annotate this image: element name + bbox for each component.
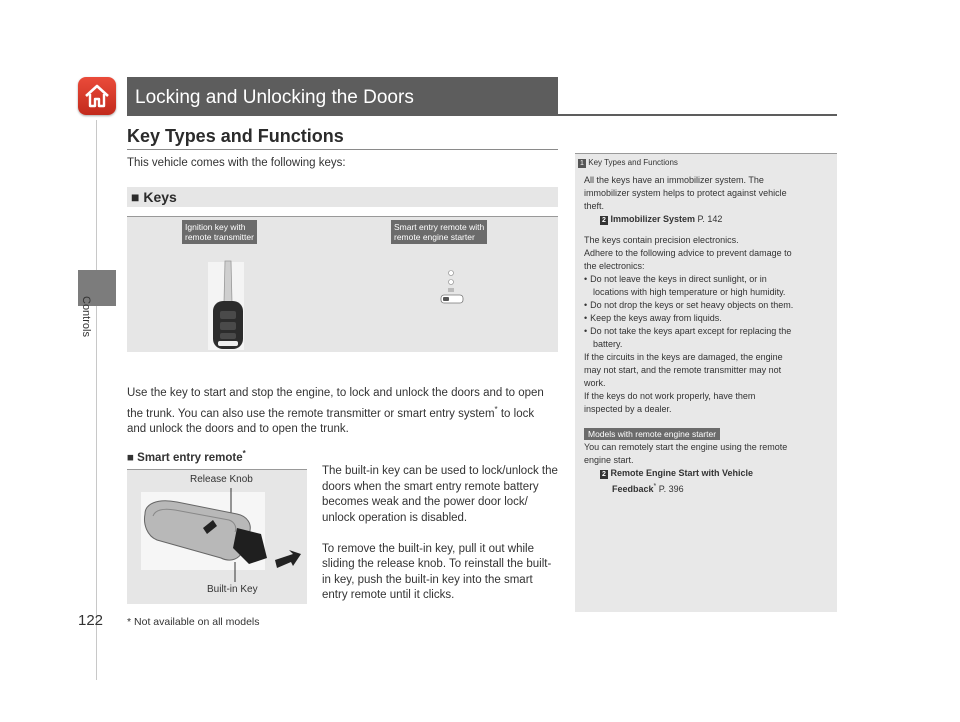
home-icon: [83, 82, 111, 110]
panel-line: theft.: [584, 201, 605, 211]
footnote-mark: *: [127, 616, 132, 628]
panel-line: inspected by a dealer.: [584, 404, 672, 414]
keys-heading: [127, 187, 558, 207]
usage-line-1: Use the key to start and stop the engine, to lock and unlock the doors and to open: [127, 387, 544, 399]
bullet-item: • Keep the keys away from liquids.: [584, 312, 834, 325]
footnote-mark: *: [242, 449, 246, 458]
smart-entry-line: To remove the built-in key, pull it out while: [322, 542, 534, 555]
keys-illustration: [127, 216, 558, 352]
panel-body: [584, 174, 834, 496]
heading-marker: ■: [131, 189, 140, 205]
intro-text: This vehicle comes with the following keys:: [127, 157, 346, 169]
panel-gap: [584, 416, 834, 428]
section-rule: [127, 149, 558, 150]
link-page: P. 396: [656, 484, 684, 494]
footnote-text: Not available on all models: [134, 616, 260, 628]
keys-heading-text: Keys: [143, 189, 177, 205]
ignition-key-image: [205, 257, 253, 353]
paragraph-gap: [322, 526, 562, 542]
smart-entry-line: unlock operation is disabled.: [322, 511, 468, 524]
bullet-item: • Do not leave the keys in direct sunlight, or in: [584, 273, 834, 286]
bullet-continuation: locations with high temperature or high humidity.: [593, 287, 786, 297]
notes-panel: [575, 153, 837, 612]
chapter-label: Controls: [80, 296, 92, 337]
built-in-key-label: Built-in Key: [207, 584, 258, 595]
heading-marker: ■: [127, 451, 134, 464]
title-rule: [127, 114, 837, 116]
smart-remote-image: [437, 267, 467, 315]
smart-entry-line: in key, push the built-in key into the smart: [322, 573, 533, 586]
link-arrow-icon: 2: [600, 470, 608, 479]
panel-line: work.: [584, 378, 606, 388]
smart-entry-line: doors when the smart entry remote battery: [322, 480, 539, 493]
callout-smart-remote: Smart entry remote with remote engine starter: [391, 220, 487, 244]
panel-line: All the keys have an immobilizer system. The: [584, 175, 764, 185]
side-divider: [96, 120, 97, 680]
panel-line: immobilizer system helps to protect against vehicle: [584, 188, 787, 198]
footnote-mark: *: [494, 404, 498, 414]
link-arrow-icon: 2: [600, 216, 608, 225]
models-badge: Models with remote engine starter: [584, 428, 720, 440]
models-badge-row: [584, 428, 834, 441]
link-text: Feedback: [612, 484, 654, 494]
usage-line-2a: the trunk. You can also use the remote transmitter or smart entry system: [127, 407, 495, 420]
usage-line-2: [127, 402, 567, 422]
panel-line: the electronics:: [584, 261, 645, 271]
panel-line: You can remotely start the engine using the remote: [584, 442, 788, 452]
usage-line-2b: to lock: [497, 407, 535, 420]
panel-line: Adhere to the following advice to prevent damage to: [584, 248, 792, 258]
footnote: [127, 616, 260, 628]
usage-paragraph: [127, 386, 567, 437]
smart-entry-line: sliding the release knob. To reinstall the built-: [322, 558, 552, 570]
bullet-continuation: battery.: [593, 339, 623, 349]
page-title: Locking and Unlocking the Doors: [127, 77, 558, 115]
smart-entry-line: becomes weak and the power door lock/: [322, 496, 528, 508]
panel-gap: [584, 226, 834, 234]
panel-heading-text: Key Types and Functions: [588, 158, 678, 167]
panel-rule: [575, 153, 837, 154]
link-page: P. 142: [695, 214, 723, 224]
usage-line-3: and unlock the doors and to open the trunk.: [127, 422, 349, 435]
remote-start-link-cont[interactable]: [584, 480, 834, 496]
smart-remote-illustration: [127, 469, 307, 604]
smart-entry-heading: [127, 449, 246, 464]
bullet-item: • Do not drop the keys or set heavy objects on them.: [584, 299, 834, 312]
footnote-mark: *: [653, 483, 657, 490]
panel-line: may not start, and the remote transmitter may not: [584, 365, 782, 375]
page-number: 122: [78, 612, 104, 629]
smart-entry-text: [322, 464, 562, 604]
callout-ignition-key: Ignition key with remote transmitter: [182, 220, 257, 244]
section-title: Key Types and Functions: [127, 126, 344, 146]
link-text: Remote Engine Start with Vehicle: [610, 468, 754, 478]
panel-heading: [578, 158, 678, 168]
reference-icon: 1: [578, 159, 586, 168]
link-text: Immobilizer System: [610, 214, 696, 224]
panel-line: If the keys do not work properly, have them: [584, 391, 756, 401]
remote-key-image: [137, 484, 307, 584]
home-button[interactable]: [78, 77, 116, 115]
immobilizer-link[interactable]: [584, 213, 834, 226]
panel-line: The keys contain precision electronics.: [584, 235, 739, 245]
remote-start-link[interactable]: [584, 467, 834, 480]
panel-line: If the circuits in the keys are damaged, the engine: [584, 352, 783, 362]
release-knob-label: Release Knob: [190, 474, 253, 485]
smart-entry-line: The built-in key can be used to lock/unlock the: [322, 465, 558, 477]
smart-entry-heading-text: Smart entry remote: [137, 451, 243, 464]
panel-line: engine start.: [584, 455, 634, 465]
smart-entry-line: entry remote until it clicks.: [322, 589, 455, 601]
bullet-item: • Do not take the keys apart except for replacing the: [584, 325, 834, 338]
